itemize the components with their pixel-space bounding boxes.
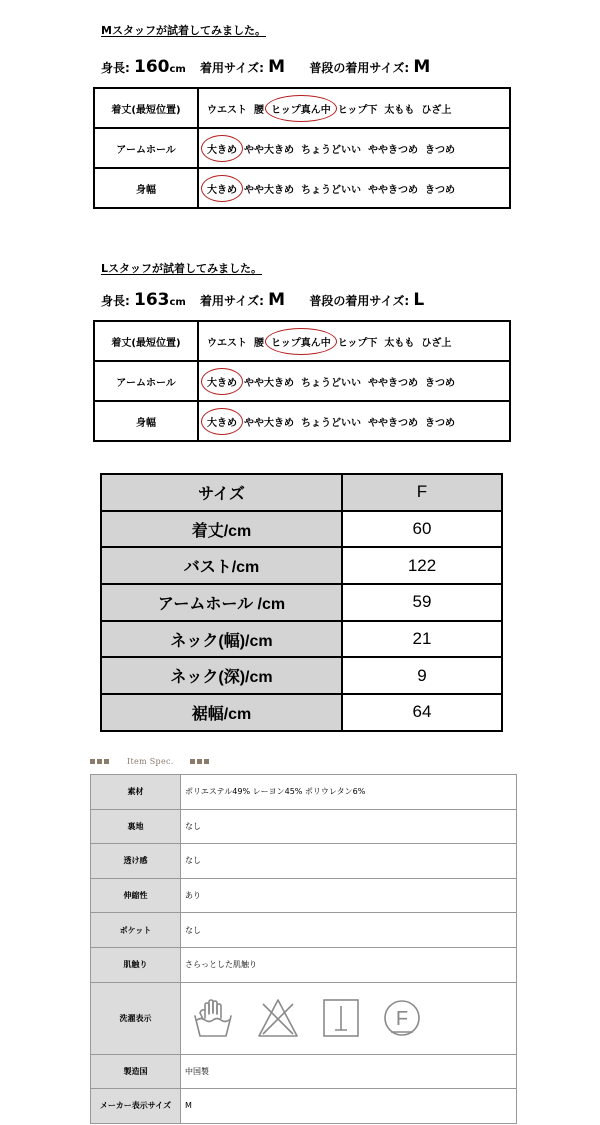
wear-size-label: 着用サイズ: bbox=[200, 61, 264, 75]
fit-row-width bbox=[94, 401, 510, 441]
size-row bbox=[101, 547, 502, 584]
spec-value: あり bbox=[181, 878, 517, 913]
staff-m-info bbox=[101, 57, 430, 77]
fit-option: ヒップ下 bbox=[337, 104, 378, 116]
size-key: ネック(幅)/cm bbox=[101, 621, 342, 658]
size-value: 64 bbox=[342, 694, 502, 731]
wear-size-value: M bbox=[268, 57, 285, 77]
size-key: ネック(深)/cm bbox=[101, 657, 342, 694]
fit-option: ちょうどいい bbox=[301, 184, 361, 196]
spec-key: 洗濯表示 bbox=[91, 982, 181, 1054]
fit-option: ややきつめ bbox=[368, 144, 418, 156]
fit-option: きつめ bbox=[425, 144, 455, 156]
fit-option-selected: 大きめ bbox=[207, 414, 237, 429]
size-key: 着丈/cm bbox=[101, 511, 342, 548]
size-value: 122 bbox=[342, 547, 502, 584]
fit-option: きつめ bbox=[425, 417, 455, 429]
fit-row-width bbox=[94, 168, 510, 208]
size-header-value: F bbox=[342, 474, 502, 511]
height-label: 身長: bbox=[101, 294, 130, 308]
staff-l-info bbox=[101, 290, 424, 310]
height-unit: cm bbox=[169, 297, 186, 308]
square-icon bbox=[104, 759, 109, 764]
fit-option: 腰 bbox=[254, 104, 264, 116]
fit-option-selected: 大きめ bbox=[207, 374, 237, 389]
fit-option: やや大きめ bbox=[244, 377, 294, 389]
square-icon bbox=[197, 759, 202, 764]
fit-option: ややきつめ bbox=[368, 417, 418, 429]
fit-options bbox=[198, 401, 510, 441]
spec-value: 中国製 bbox=[181, 1054, 517, 1089]
fit-option: ひざ上 bbox=[421, 104, 452, 116]
size-key: アームホール /cm bbox=[101, 584, 342, 621]
dry-clean-letter: F bbox=[395, 1008, 409, 1031]
fit-option: ややきつめ bbox=[368, 184, 418, 196]
size-key: 裾幅/cm bbox=[101, 694, 342, 731]
fit-option: 太もも bbox=[384, 104, 415, 116]
square-icon bbox=[90, 759, 95, 764]
spec-row-care bbox=[91, 982, 517, 1054]
spec-row bbox=[91, 913, 517, 948]
item-spec-title: Item Spec. bbox=[127, 756, 174, 766]
fit-option: 腰 bbox=[254, 337, 264, 349]
usual-size-value: L bbox=[413, 290, 425, 310]
size-row bbox=[101, 621, 502, 658]
fit-options bbox=[198, 321, 510, 361]
fit-option-selected: 大きめ bbox=[207, 141, 237, 156]
square-icon bbox=[204, 759, 209, 764]
fit-option: ややきつめ bbox=[368, 377, 418, 389]
size-row bbox=[101, 584, 502, 621]
spec-row bbox=[91, 1054, 517, 1089]
fit-row-length bbox=[94, 88, 510, 128]
size-value: 21 bbox=[342, 621, 502, 658]
fit-option-selected: ヒップ真ん中 bbox=[271, 101, 331, 116]
spec-row bbox=[91, 844, 517, 879]
fit-option: やや大きめ bbox=[244, 144, 294, 156]
size-row bbox=[101, 694, 502, 731]
spec-row bbox=[91, 878, 517, 913]
size-header-row bbox=[101, 474, 502, 511]
no-bleach-icon bbox=[255, 996, 301, 1040]
spec-row bbox=[91, 947, 517, 982]
spec-key: 裏地 bbox=[91, 809, 181, 844]
spec-value: ポリエステル49% レーヨン45% ポリウレタン6% bbox=[181, 775, 517, 810]
square-icon bbox=[190, 759, 195, 764]
fit-row-label: 着丈(最短位置) bbox=[94, 321, 198, 361]
staff-m-title: Mスタッフが試着してみました。 bbox=[101, 24, 266, 37]
usual-size-label: 普段の着用サイズ: bbox=[309, 294, 410, 308]
height-unit: cm bbox=[169, 64, 186, 75]
dry-clean-f-icon bbox=[381, 996, 423, 1040]
fit-option: きつめ bbox=[425, 184, 455, 196]
spec-row bbox=[91, 775, 517, 810]
item-spec-header bbox=[90, 754, 211, 768]
fit-options bbox=[198, 128, 510, 168]
size-header-key: サイズ bbox=[101, 474, 342, 511]
usual-size-label: 普段の着用サイズ: bbox=[309, 61, 410, 75]
fit-row-label: アームホール bbox=[94, 361, 198, 401]
fit-row-length bbox=[94, 321, 510, 361]
fit-option: ちょうどいい bbox=[301, 144, 361, 156]
fit-row-label: 身幅 bbox=[94, 168, 198, 208]
fit-option-selected: ヒップ真ん中 bbox=[271, 334, 331, 349]
fit-row-armhole bbox=[94, 128, 510, 168]
fit-option: ちょうどいい bbox=[301, 377, 361, 389]
spec-value: M bbox=[181, 1089, 517, 1124]
wear-size-value: M bbox=[268, 290, 285, 310]
item-spec-table bbox=[90, 774, 517, 1124]
size-row bbox=[101, 511, 502, 548]
spec-key: メーカー表示サイズ bbox=[91, 1089, 181, 1124]
staff-m-fit-table bbox=[93, 87, 511, 209]
fit-option: ウエスト bbox=[207, 104, 247, 116]
height-label: 身長: bbox=[101, 61, 130, 75]
height-value: 163 bbox=[134, 290, 170, 310]
hand-wash-icon bbox=[191, 996, 235, 1040]
fit-option: やや大きめ bbox=[244, 417, 294, 429]
spec-row bbox=[91, 1089, 517, 1124]
fit-row-label: 着丈(最短位置) bbox=[94, 88, 198, 128]
wear-size-label: 着用サイズ: bbox=[200, 294, 264, 308]
spec-key: 製造国 bbox=[91, 1054, 181, 1089]
fit-row-label: 身幅 bbox=[94, 401, 198, 441]
spec-value: さらっとした肌触り bbox=[181, 947, 517, 982]
spec-key: 透け感 bbox=[91, 844, 181, 879]
fit-option-selected: 大きめ bbox=[207, 181, 237, 196]
line-dry-icon bbox=[321, 996, 361, 1040]
fit-options bbox=[198, 88, 510, 128]
fit-option: ちょうどいい bbox=[301, 417, 361, 429]
size-table bbox=[100, 473, 503, 732]
spec-row bbox=[91, 809, 517, 844]
spec-value: なし bbox=[181, 809, 517, 844]
fit-options bbox=[198, 361, 510, 401]
spec-key: 肌触り bbox=[91, 947, 181, 982]
fit-option: ウエスト bbox=[207, 337, 247, 349]
fit-row-armhole bbox=[94, 361, 510, 401]
fit-row-label: アームホール bbox=[94, 128, 198, 168]
care-icons bbox=[181, 982, 517, 1054]
fit-option: やや大きめ bbox=[244, 184, 294, 196]
spec-key: 素材 bbox=[91, 775, 181, 810]
size-value: 9 bbox=[342, 657, 502, 694]
spec-value: なし bbox=[181, 844, 517, 879]
spec-key: ポケット bbox=[91, 913, 181, 948]
size-value: 59 bbox=[342, 584, 502, 621]
fit-option: ヒップ下 bbox=[337, 337, 378, 349]
fit-option: ひざ上 bbox=[421, 337, 452, 349]
spec-value: なし bbox=[181, 913, 517, 948]
fit-option: 太もも bbox=[384, 337, 415, 349]
size-row bbox=[101, 657, 502, 694]
size-key: バスト/cm bbox=[101, 547, 342, 584]
square-icon bbox=[97, 759, 102, 764]
height-value: 160 bbox=[134, 57, 170, 77]
size-value: 60 bbox=[342, 511, 502, 548]
staff-l-fit-table bbox=[93, 320, 511, 442]
fit-option: きつめ bbox=[425, 377, 455, 389]
usual-size-value: M bbox=[413, 57, 431, 77]
staff-l-title: Lスタッフが試着してみました。 bbox=[101, 262, 263, 275]
fit-options bbox=[198, 168, 510, 208]
spec-key: 伸縮性 bbox=[91, 878, 181, 913]
